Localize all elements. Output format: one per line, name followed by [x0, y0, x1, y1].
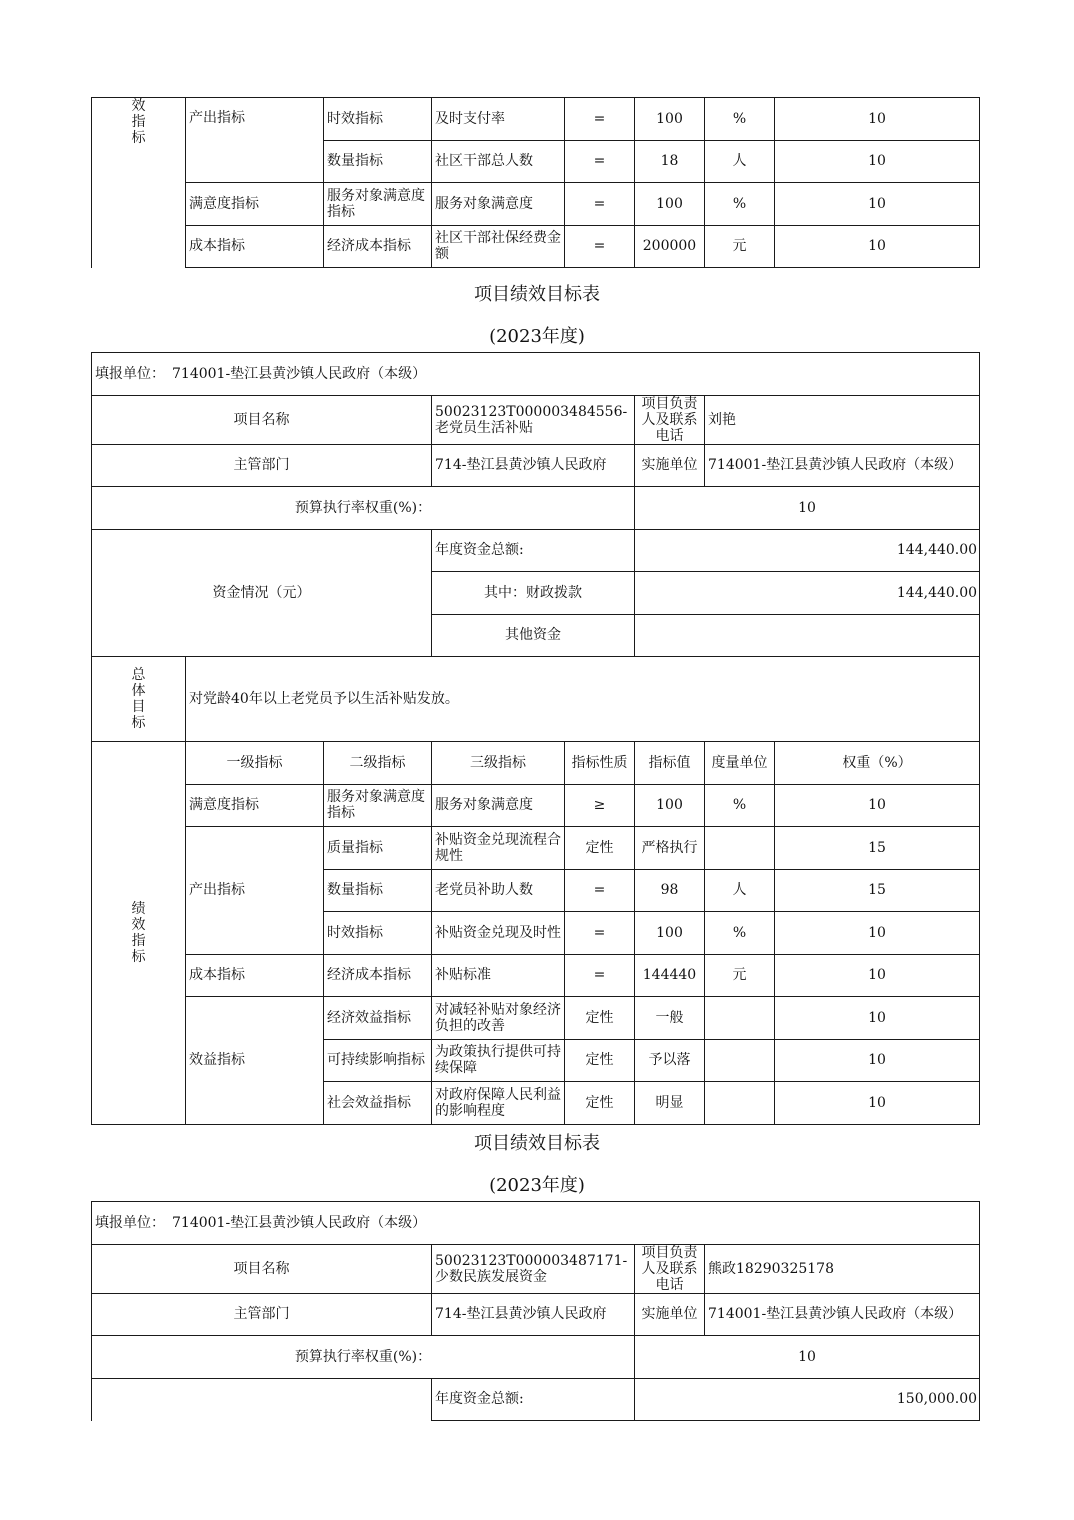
nature-cell: = [565, 869, 635, 912]
level2-cell: 经济成本指标 [324, 954, 432, 997]
perf-indicator-label: 绩 效 指 标 [92, 742, 186, 1125]
table-year: (2023年度) [489, 326, 585, 347]
value-cell: 100 [635, 98, 705, 141]
value-cell: 严格执行 [635, 827, 705, 870]
value-cell: 100 [635, 784, 705, 827]
dept-label: 主管部门 [92, 1293, 432, 1336]
value-cell: 200000 [635, 225, 705, 268]
budget-weight-label: 预算执行率权重(%)： [92, 487, 635, 530]
level2-cell: 数量指标 [324, 140, 432, 183]
nature-cell: ≥ [565, 784, 635, 827]
weight-cell: 15 [775, 827, 980, 870]
unit-cell: 元 [705, 954, 775, 997]
level2-cell: 可持续影响指标 [324, 1039, 432, 1082]
perf-target-table [91, 352, 980, 1125]
table-title: 项目绩效目标表 [474, 1133, 600, 1154]
level3-cell: 社区干部总人数 [432, 140, 565, 183]
impl-label: 实施单位 [635, 444, 705, 487]
level1-cell: 效益指标 [186, 997, 324, 1125]
nature-cell: = [565, 183, 635, 226]
overall-goal-label: 总 体 目 标 [92, 657, 186, 742]
budget-weight-label: 预算执行率权重(%)： [92, 1336, 635, 1379]
header-weight: 权重（%） [775, 742, 980, 785]
level3-cell: 服务对象满意度 [432, 784, 565, 827]
budget-weight-value: 10 [635, 487, 980, 530]
project-name-label: 项目名称 [92, 395, 432, 444]
value-cell: 98 [635, 869, 705, 912]
header-level3: 三级指标 [432, 742, 565, 785]
prev-indicator-table [91, 97, 980, 268]
level2-cell: 服务对象满意度指标 [324, 183, 432, 226]
value-cell: 100 [635, 183, 705, 226]
level1-cell: 满意度指标 [186, 784, 324, 827]
weight-cell: 10 [775, 997, 980, 1040]
level2-cell: 时效指标 [324, 98, 432, 141]
value-cell: 明显 [635, 1082, 705, 1125]
weight-cell: 10 [775, 1082, 980, 1125]
unit-cell [705, 1082, 775, 1125]
other-funds-value [635, 614, 980, 657]
annual-total-value: 150,000.00 [635, 1378, 980, 1421]
impl-label: 实施单位 [635, 1293, 705, 1336]
value-cell: 予以落 [635, 1039, 705, 1082]
value-cell: 144440 [635, 954, 705, 997]
value-cell: 100 [635, 912, 705, 955]
weight-cell: 10 [775, 183, 980, 226]
weight-cell: 10 [775, 225, 980, 268]
value-cell: 一般 [635, 997, 705, 1040]
project-name-label: 项目名称 [92, 1244, 432, 1293]
level3-cell: 补贴标准 [432, 954, 565, 997]
level3-cell: 老党员补助人数 [432, 869, 565, 912]
funds-label-cell [92, 1378, 432, 1421]
table-title: 项目绩效目标表 [474, 284, 600, 305]
level2-cell: 数量指标 [324, 869, 432, 912]
unit-cell [705, 1039, 775, 1082]
level2-cell: 质量指标 [324, 827, 432, 870]
unit-cell: % [705, 912, 775, 955]
weight-cell: 10 [775, 954, 980, 997]
table-year: (2023年度) [489, 1175, 585, 1196]
budget-weight-value: 10 [635, 1336, 980, 1379]
impl-value: 714001-垫江县黄沙镇人民政府（本级） [705, 444, 980, 487]
project-name-value: 50023123T000003484556-老党员生活补贴 [432, 395, 635, 444]
nature-cell: = [565, 225, 635, 268]
impl-value: 714001-垫江县黄沙镇人民政府（本级） [705, 1293, 980, 1336]
annual-total-label: 年度资金总额: [432, 529, 635, 572]
header-value: 指标值 [635, 742, 705, 785]
perf-side-label: 效 指 标 [92, 98, 186, 268]
leader-value: 熊政18290325178 [705, 1244, 980, 1293]
unit-cell: 人 [705, 140, 775, 183]
nature-cell: = [565, 912, 635, 955]
dept-value: 714-垫江县黄沙镇人民政府 [432, 444, 635, 487]
header-nature: 指标性质 [565, 742, 635, 785]
leader-value: 刘艳 [705, 395, 980, 444]
unit-cell [705, 997, 775, 1040]
annual-total-value: 144,440.00 [635, 529, 980, 572]
reporting-unit: 填报单位： 714001-垫江县黄沙镇人民政府（本级） [92, 353, 980, 396]
annual-total-label: 年度资金总额: [432, 1378, 635, 1421]
level3-cell: 服务对象满意度 [432, 183, 565, 226]
funds-label: 资金情况（元） [92, 529, 432, 657]
reporting-unit: 填报单位： 714001-垫江县黄沙镇人民政府（本级） [92, 1202, 980, 1245]
level2-cell: 服务对象满意度指标 [324, 784, 432, 827]
nature-cell: 定性 [565, 827, 635, 870]
level3-cell: 补贴资金兑现流程合规性 [432, 827, 565, 870]
fiscal-value: 144,440.00 [635, 572, 980, 615]
header-level2: 二级指标 [324, 742, 432, 785]
project-name-value: 50023123T000003487171-少数民族发展资金 [432, 1244, 635, 1293]
level2-cell: 经济效益指标 [324, 997, 432, 1040]
overall-goal-text: 对党龄40年以上老党员予以生活补贴发放。 [186, 657, 980, 742]
weight-cell: 10 [775, 912, 980, 955]
nature-cell: 定性 [565, 997, 635, 1040]
nature-cell: = [565, 98, 635, 141]
level3-cell: 及时支付率 [432, 98, 565, 141]
dept-label: 主管部门 [92, 444, 432, 487]
unit-cell: % [705, 784, 775, 827]
unit-cell: 人 [705, 869, 775, 912]
perf-target-table [91, 1201, 980, 1421]
header-unit: 度量单位 [705, 742, 775, 785]
level1-cell: 产出指标 [186, 827, 324, 955]
unit-cell: % [705, 98, 775, 141]
level3-cell: 补贴资金兑现及时性 [432, 912, 565, 955]
level3-cell: 为政策执行提供可持续保障 [432, 1039, 565, 1082]
unit-cell [705, 827, 775, 870]
unit-cell: % [705, 183, 775, 226]
level3-cell: 对减轻补贴对象经济负担的改善 [432, 997, 565, 1040]
level1-cell: 产出指标 [186, 98, 324, 183]
nature-cell: = [565, 140, 635, 183]
level1-cell: 成本指标 [186, 225, 324, 268]
value-cell: 18 [635, 140, 705, 183]
weight-cell: 10 [775, 1039, 980, 1082]
level2-cell: 经济成本指标 [324, 225, 432, 268]
prev-table-section [91, 97, 979, 268]
project-table-3 [91, 1201, 979, 1421]
other-funds-label: 其他资金 [432, 614, 635, 657]
level3-cell: 对政府保障人民利益的影响程度 [432, 1082, 565, 1125]
level1-cell: 满意度指标 [186, 183, 324, 226]
leader-label: 项目负责人及联系电话 [635, 395, 705, 444]
weight-cell: 10 [775, 140, 980, 183]
level3-cell: 社区干部社保经费金额 [432, 225, 565, 268]
unit-cell: 元 [705, 225, 775, 268]
weight-cell: 15 [775, 869, 980, 912]
fiscal-label: 其中：财政拨款 [432, 572, 635, 615]
weight-cell: 10 [775, 98, 980, 141]
level2-cell: 社会效益指标 [324, 1082, 432, 1125]
level1-cell: 成本指标 [186, 954, 324, 997]
header-level1: 一级指标 [186, 742, 324, 785]
nature-cell: = [565, 954, 635, 997]
leader-label: 项目负责人及联系电话 [635, 1244, 705, 1293]
nature-cell: 定性 [565, 1082, 635, 1125]
nature-cell: 定性 [565, 1039, 635, 1082]
weight-cell: 10 [775, 784, 980, 827]
level2-cell: 时效指标 [324, 912, 432, 955]
project-table-2 [91, 352, 979, 1125]
dept-value: 714-垫江县黄沙镇人民政府 [432, 1293, 635, 1336]
